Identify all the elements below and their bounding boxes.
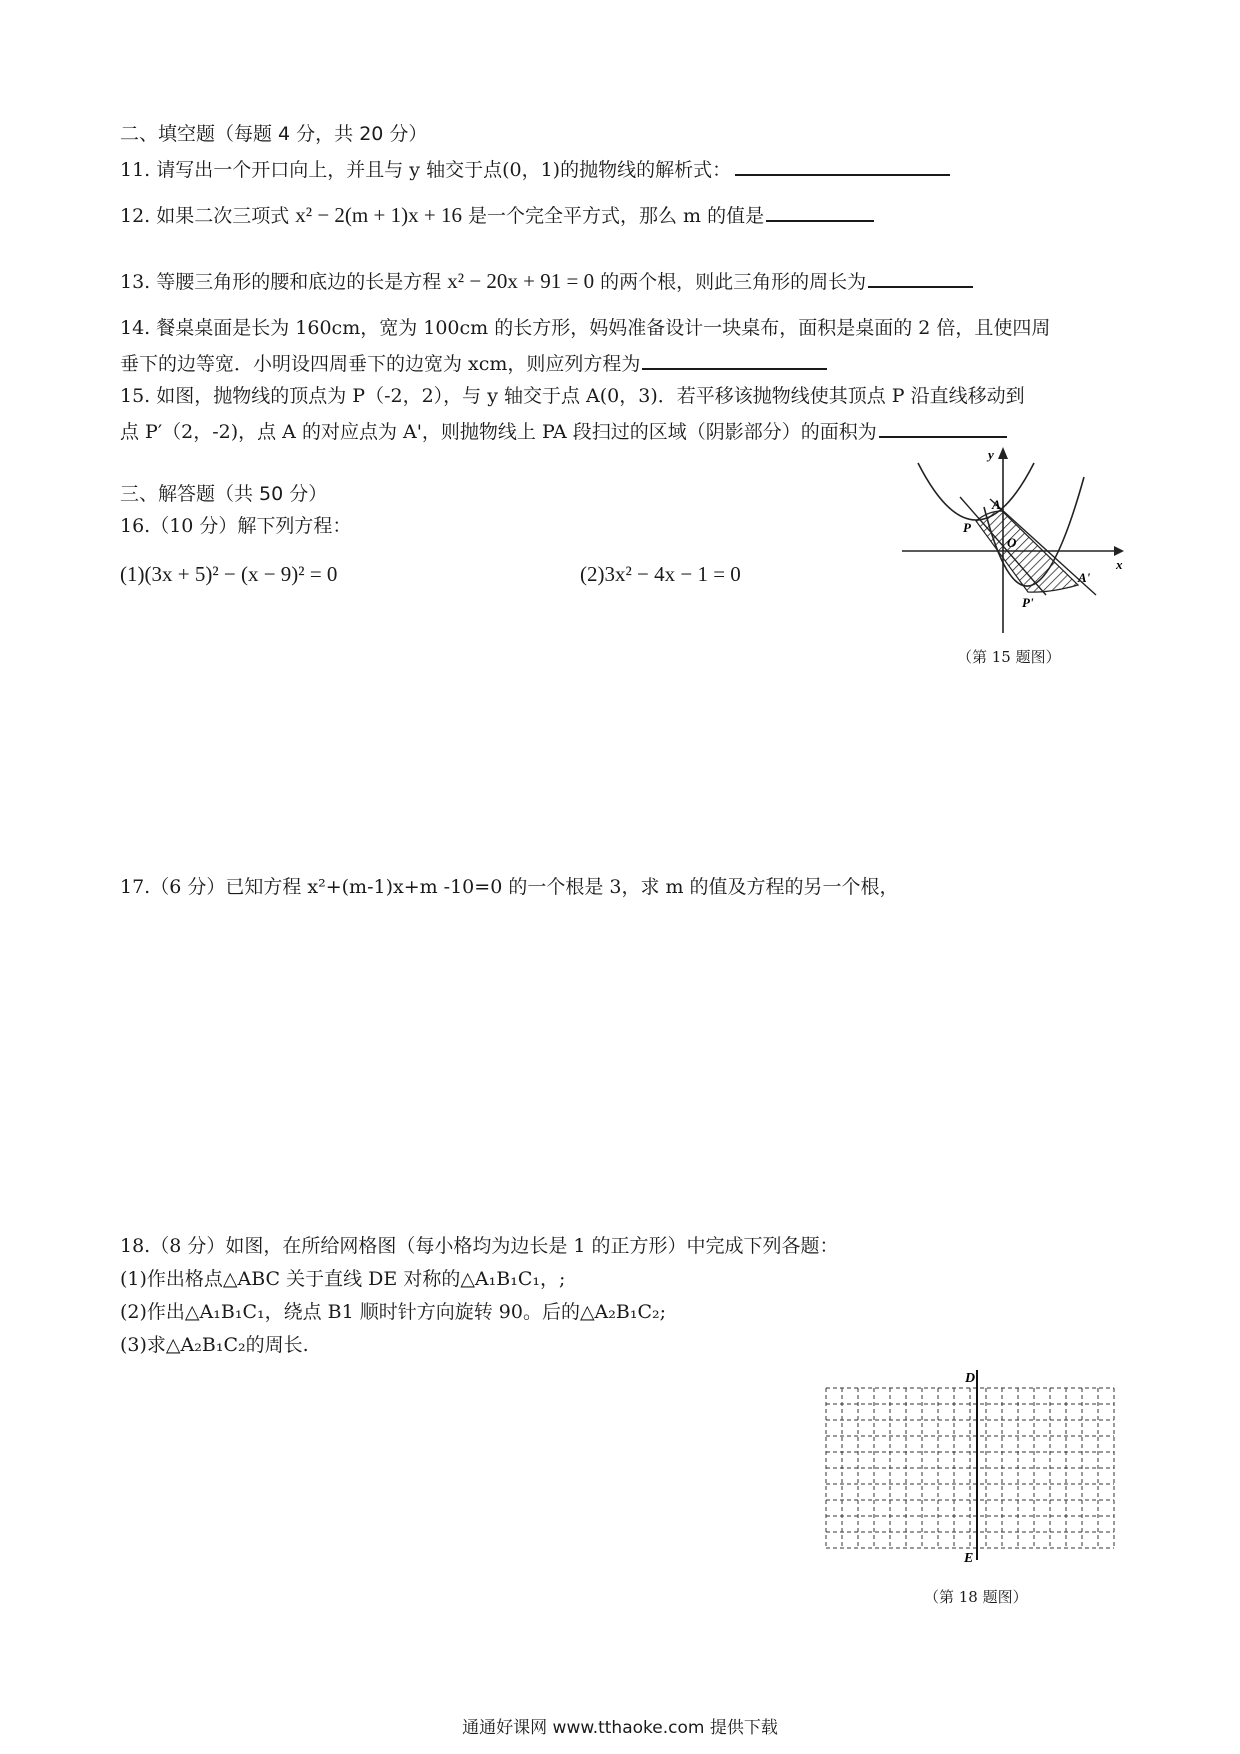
label-p: P bbox=[963, 520, 971, 535]
question-16-title: 16.（10 分）解下列方程： bbox=[120, 515, 352, 537]
question-18-part-1: (1)作出格点△ABC 关于直线 DE 对称的△A₁B₁C₁，; bbox=[120, 1268, 566, 1290]
question-17: 17.（6 分）已知方程 x²+(m-1)x+m -10=0 的一个根是 3，求 m 的值及方程的另一个根， bbox=[120, 876, 899, 898]
question-13-math: x² − 20x + 91 = 0 bbox=[447, 269, 595, 293]
answer-blank-14[interactable] bbox=[642, 348, 827, 370]
question-12-math: x² − 2(m + 1)x + 16 bbox=[295, 203, 462, 227]
question-13 bbox=[120, 266, 973, 296]
question-12-prefix: 12. 如果二次三项式 bbox=[120, 205, 296, 227]
question-18-part-3: (3)求△A₂B₁C₂的周长. bbox=[120, 1334, 309, 1356]
label-x: x bbox=[1116, 557, 1123, 572]
question-12-suffix: 是一个完全平方式，那么 m 的值是 bbox=[461, 205, 765, 227]
figure-18-grid bbox=[820, 1366, 1140, 1566]
question-14-text: 垂下的边等宽．小明设四周垂下的边宽为 xcm，则应列方程为 bbox=[120, 353, 641, 375]
question-15-text: 点 P′（2，-2)，点 A 的对应点为 A'，则抛物线上 PA 段扫过的区域（阴影部分）的面积为 bbox=[120, 421, 877, 443]
answer-blank-12[interactable] bbox=[766, 200, 874, 222]
question-11-text: 11. 请写出一个开口向上，并且与 y 轴交于点(0，1)的抛物线的解析式： bbox=[120, 159, 732, 181]
x-axis-arrow bbox=[1114, 546, 1124, 556]
figure-15-caption: （第 15 题图） bbox=[957, 648, 1061, 666]
section2-heading: 二、填空题（每题 4 分，共 20 分） bbox=[120, 123, 428, 145]
y-axis-arrow bbox=[998, 447, 1008, 459]
question-16-equation-1: (1)(3x + 5)² − (x − 9)² = 0 bbox=[120, 562, 338, 586]
question-14-line2 bbox=[120, 348, 827, 378]
question-13-suffix: 的两个根，则此三角形的周长为 bbox=[594, 271, 867, 293]
question-18-title: 18.（8 分）如图，在所给网格图（每小格均为边长是 1 的正方形）中完成下列各题： bbox=[120, 1235, 839, 1257]
label-e: E bbox=[964, 1551, 974, 1566]
label-d: D bbox=[965, 1371, 976, 1386]
question-13-prefix: 13. 等腰三角形的腰和底边的长是方程 bbox=[120, 271, 448, 293]
question-15-line1: 15. 如图，抛物线的顶点为 P（-2，2），与 y 轴交于点 A(0，3)．若平移该抛物线使其顶点 P 沿直线移动到 bbox=[120, 385, 1025, 407]
original-parabola bbox=[918, 463, 1034, 520]
question-11 bbox=[120, 154, 950, 184]
footer: 通通好课网 www.tthaoke.com 提供下载 bbox=[462, 1718, 778, 1738]
answer-blank-15[interactable] bbox=[879, 416, 1007, 438]
question-14-line1: 14. 餐桌桌面是长为 160cm，宽为 100cm 的长方形，妈妈准备设计一块桌布，面积是桌面的 2 倍，且使四周 bbox=[120, 317, 1051, 339]
question-18-part-2: (2)作出△A₁B₁C₁，绕点 B1 顺时针方向旋转 90。后的△A₂B₁C₂; bbox=[120, 1301, 667, 1323]
question-15-line2 bbox=[120, 416, 1007, 446]
question-12 bbox=[120, 200, 874, 230]
label-o: O bbox=[1007, 535, 1017, 550]
answer-blank-13[interactable] bbox=[868, 266, 973, 288]
label-y: y bbox=[988, 447, 994, 462]
figure-18-caption: （第 18 题图） bbox=[924, 1588, 1028, 1606]
figure-15-parabola-diagram bbox=[900, 445, 1130, 635]
answer-blank-11[interactable] bbox=[735, 154, 950, 176]
label-p-prime: P' bbox=[1022, 595, 1034, 610]
section3-heading: 三、解答题（共 50 分） bbox=[120, 483, 328, 505]
label-a: A bbox=[992, 497, 1001, 512]
question-16-equation-2: (2)3x² − 4x − 1 = 0 bbox=[580, 562, 741, 586]
label-a-prime: A' bbox=[1078, 570, 1091, 585]
grid-lines bbox=[826, 1388, 1114, 1548]
